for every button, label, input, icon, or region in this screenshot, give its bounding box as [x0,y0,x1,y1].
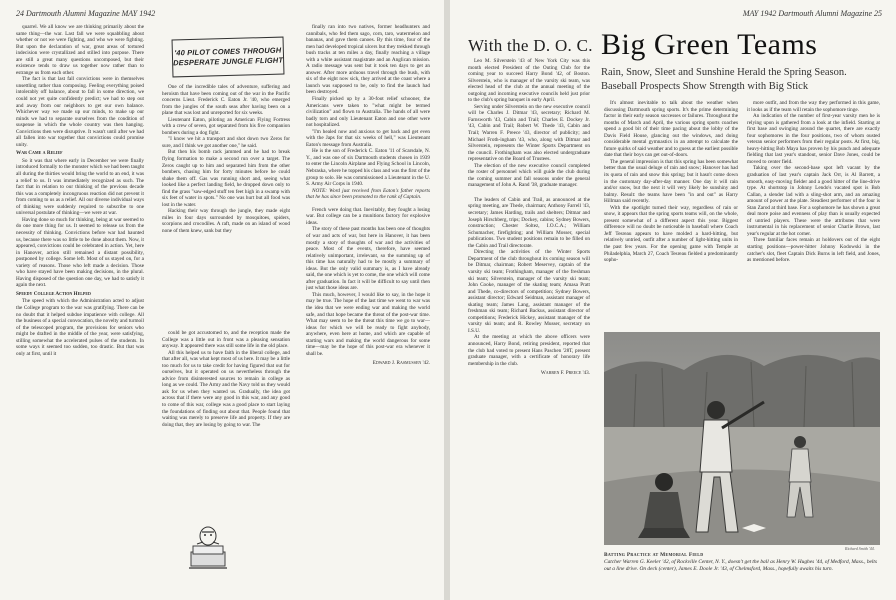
paragraph: "I know we hit a transport and shot down two Zeros for sure, and I think we got another one," he said. [162,136,290,149]
caption-text: Catcher Warren G. Keeler '42, of Rockville Center, N. Y., doesn't get the ball as Henry W. Hughes '44, of Medford, Mass., belts out a line drive. On deck (center), James E. Doole Jr. '43, of Chelmsford, Mass., hopefully awaits his turn. [604,558,878,572]
paragraph: The speed with which the Administration acted to adjust the College program to the war was gratifying. There can be no doubt that it helped subdue impatience with college. All the business of a special convocation, the novelty and turmoil of the telescoped program, the provisions for seniors who might be drafted in the middle of the year, were satisfying, stilling somewhat the accelerated pulses of the students. In some ways it seemed too sudden, too drastic. But that was only at first, until it [16,298,144,357]
subheading: Speedy College Action Helped [16,290,91,297]
paragraph: Directing the activities of the Winter Sports Department of the club throughout its coming season will be Ditmar, chairman; Robert Meservey, captain of the varsity ski team; Frothingham, manager of the freshman ski team; Silverstein, manager of the varsity ski team; John Cooke, manager of the skating team; Amasa Pratt and Thede, co-directors of competition; Sydney Bowers, assistant director; Edward Seidman, assistant manager of skating team; James Lang, assistant manager of the freshman ski team; Richard Backus, assistant director of competitions; Frederick Hickey, assistant manager of the varsity ski team; and R. Rowley Musser, secretary on I.S.U. [468,249,590,334]
left-page [0,0,444,600]
paragraph: quarrel. We all know we are thinking primarily about the same thing—the war. Last fall we were squabbling about whether or not we were fighting, and who we were fighting. But upon the declaration of war, great areas of tortured indecision were crystallized and stilled into purpose. There are still a great many questions uncomposed, but their existence tends to draw us together now rather than to estrange us from each other. [16,24,144,76]
paragraph: more outfit, and from the way they performed in this game, it looks as if the team will retain the sophomore tinge. [747,100,880,113]
paragraph: The election of the new executive council completed the roster of personnel which will guide the club during the coming summer and fall seasons under the general management of John A. Rand '38, graduate manager. [468,162,590,189]
paragraph: Finally picked up by a 30-foot relief schooner, the Americans were taken to "what might be termed civilization" and flown to Australia. The hands of all were badly torn and only Lieutenant Eaton and one other were not hospitalized. [306,96,430,129]
article-deck: Rain, Snow, Sleet and Sunshine Herald the Spring Season. Baseball Prospects Show Strength with Big Stick [601,67,847,92]
running-head-right: MAY 1942 Dartmouth Alumni Magazine 25 [742,9,882,18]
paragraph: But then his bomb rack jammed and he had to break flying formation to make a second run over a target. The Zeros caught up to him and separated him from the other bombers, chasing him for forty minutes before he could shake them off. Gas was running short and, seeing what looked like a perfect landing field, he dropped down only to find the grass "saw-edged stuff ten feet high in a swamp with six feet of water in spots." No one was hurt but all food was lost in the water. [162,149,290,208]
paragraph: The leaders of Cabin and Trail, as announced at the spring meeting, are Thede, chairman; Anthony Farrell '43, secretary; James Harding, trails and shelters; Ditmar and Joseph Hirschberg, trips; Dockey, cabins; Sydney Bowers, construction; Chester Soltez, I.O.C.A.; William Schumacher, firefighting; and William Mosser, special publications. Two student positions remain to be filled on the Cabin and Trail directorate. [468,196,590,249]
paragraph: He is the son of Frederick C. Eaton '11 of Scarsdale, N. Y., and was one of six Dartmouth students chosen in 1939 to enter the Lincoln Airplane and Flying School in Lincoln, Nebraska, where he topped his class and was the first of the group to solo. He was commissioned a Lieutenant in the U. S. Army Air Corps in 1940. [306,148,430,188]
bookworm-illustration [185,522,231,572]
doc-column [468,58,590,594]
essay-column-1 [16,24,144,594]
paragraph: Leo M. Silverstein '43 of New York City was this month elected President of the Outing Club for the coming year to succeed Harry Bond '42, of Boston. Silverstein, who is manager of the varsity ski team, was elected head of the club at the annual meeting of the outgoing and incoming executive councils held just prior to the club's spring banquet in early April. [468,58,590,104]
paragraph: Serving under Silverstein on the new executive council will be Charles J. Ditmar '43, secretary; Richard M. Farnsworth '43, Cabin and Trail; Charles E. Dockey Jr. '43, Cabin and Trail; Robert W. Thede '43, Cabin and Trail; Warren F. Preece '43, director of publicity; and Michael Froth-ingham '43, who, along with Ditmar and Silverstein, represents the Winter Sports Department on the council. Frothingham was also elected undergraduate representative on the Board of Trustees. [468,103,590,163]
paragraph: So it was that where early in December we were finally introduced formally to the monster which we had been taught all during the thirties would bring the world to an end, it was a relief to us. It was immediately recognized as such. The fact that in relation to our thinking of the previous decade this was a completely incongruous reaction did not prevent it from coming to us as a relief. All our diverse individual ways of thinking were suddenly required to subscribe to one universal postulate of thinking—we were at war. [16,157,144,217]
paragraph: It's almost inevitable to talk about the weather when discussing Dartmouth spring sports. It's the prime determining factor in their early season successes or failures. Throughout the months of March and April, the various spring sports coaches spend a good bit of their time pacing about the lobby of the Davis Field House, glancing out the windows, and doing considerable mental gymnastics in an attempt to calculate the future quirks of said weather and to guess at the earliest possible date that their boys can get out-of-doors. [604,100,738,159]
article-title: Big Green Teams [601,28,818,61]
paragraph: Taking over the second-base spot left vacant by the graduation of last year's captain Jack Orr, is Al Barrett, a smooth, easy-moving fielder and a good hitter of the line-drive type. At shortstop in Johnny Lendo's vacated spot is Bob Callan, a slender lad with a sling-shot arm, and an amazing amount of power at the plate. Steadiest performer of the four is Stan Zarod at third base. For a sophomore he has shown a great deal more poise and evenness of play than is usually expected of untried players. These were the attributes that were instrumental in his replacement of senior Charlie Brown, last year's regular at the hot corner. [747,165,880,237]
teams-column-2 [747,100,880,326]
photo-caption [604,552,880,572]
pilot-story-title-line1: '40 PILOT COMES THROUGH [174,45,282,58]
caption-title: Batting Practice at Memorial Field [604,552,704,558]
author-signature: Warren F. Preece '43. [540,370,590,377]
pilot-story-title-line2: DESPERATE JUNGLE FLIGHT [173,55,284,68]
paragraph: This much, however, I would like to say, in the hope it may be true. The hope of the last time we went to war was the idea that we were ending war and making the world safe, and that hope became the threat of the post-war time. What may seem to be the threat this time we go to war—ideas for which we will be ready to fight anybody, anywhere, even here at home, and which are capable of starting wars and making the world dangerous for some time—may be the hope of this post-war era whenever it shall be. [306,291,430,357]
paragraph: The general impression is that this spring has been somewhat better than the usual deluge of rain and snow; Hanover has had its quota of rain and snow this spring; but it hasn't come down in the customary day-after-day manner. One day it will rain and/or snow, but the next it will very likely be sunshiny and balmy. Result: the teams have been "in and out" as Harry Hillman said recently. [604,158,738,205]
photo-credit: Richard Smith '44. [845,546,875,551]
paragraph: The story of these past months has been one of thoughts of war and acts of war, but here in Hanover, it has been mostly a story of thoughts of war and the activities of peace. Most of the events, therefore, have seemed relatively unimportant, irrelevant, so the summing up of this time has naturally had to be mostly a summary of ideas. But the only valid summary is, as I have already said, the one which is yet to come, the one which will come after graduation. In fact it will be difficult to say until then just what those ideas are. [306,226,430,292]
paragraph: All this helped us to have faith in the liberal college, and that after all, was what kept most of us here. It may be a little too much for us to take credit for having figured that out for ourselves, but it operated on us nevertheless through the advice from disinterested sources to remain in college as long as we could. The Army and the Navy told us they would ask for us when they wanted us. Gradually, the idea got across that if there were any good in this war, and any good to come of this war, college was a good place to start laying the foundations of finding out about that. People found that waiting was merely to preserve life and property. If they are doing that, they are losing by going to war. The [162,349,290,428]
pilot-story-column-2 [306,24,430,594]
paragraph: finally ran into two natives, former headhunters and cannibals, who fed them sago, corn, taro, watermelon and bananas, and gave them canoes. By this time, four of the men had developed tropical ulcers but they trekked through bush tracks at ten miles a day, finally reaching a village with a white assistant magistrate and an Anglican mission. A radio message was sent but it took ten days to get an answer. After more arduous travel through the bush, with six of the eight now sick, they arrived at the coast where a launch was supposed to be, only to find the launch had been destroyed. [306,24,430,96]
teams-column-1 [604,100,738,326]
paragraph: Having done so much for thinking, being at war seemed to do one more thing for us. It seemed to release us from the necessity of thinking. Convictions before war had haunted us, because there was so little to be done about them. Now, it appeared, convictions could be celebrated in action. Yet, here in Hanover, action still remained a distant possibility, postponed by college. Some left. Most of us stayed on, for a variety of reasons. Those who left made a decision. Those who have stayed have been making decisions, in the plural. Having disposed of the question one day, we had to satisfy it again the next. [16,216,144,289]
paragraph: One of the incredible tales of adventure, suffering and heroism that have been coming out of the war in the Pacific concerns Lieut. Frederick C. Eaton Jr. '40, who emerged from the jungles of the south seas after having been on a plane that was lost and unreported for six weeks. [162,84,290,117]
paragraph: could be got accustomed to, and the reception made the College was a little out in front was a pleasing sensation anyway. It appeared there was still some life in the old place. [162,330,290,350]
paragraph: Hacking their way through the jungle, they made eight miles in four days surrounded by mosquitoes, spiders, scorpions and crocodiles. A raft, made on an island of wood none of them knew, sank but they [162,208,290,235]
paragraph: Lieutenant Eaton, piloting an American Flying Fortress with a crew of seven, got separated from his five companion bombers during a dog fight. [162,116,290,136]
pilot-story-column-1 [162,84,290,314]
batting-practice-photo [604,332,880,545]
paragraph: French were doing that. Inevitably, they fought a losing war. But college can be a munitions factory for explosive ideas. [306,206,430,226]
running-head-left: 24 Dartmouth Alumni Magazine MAY 1942 [16,9,156,18]
subheading: War Came a Relief [16,150,63,157]
author-signature: Edward J. Rasmussen '42. [372,360,430,367]
paragraph: An indication of the number of first-year varsity men he is relying upon is gathered from a look at the infield. Starting at first base and swinging around the quartet, there are exactly four sophomores in the four positions, two of whom ousted veteran senior performers from their regular posts. At first, big, heavy-hitting Bob Maya has proven by his punch and adequate fielding that last year's standout, senior Dave Jones, could be moved to center field. [747,113,880,165]
paragraph: The fact is that last fall convictions were in themselves unsettling rather than composing. Feeling everything poised intolerably off balance, about to fall in some direction, we could not yet quite confidently predict; we had to step out and away from our neighbors to get our own balance. Whichever way we made up our minds, to make up our minds we had to separate ourselves from the condition of suspense in which the whole country was then hanging. Convictions then were disruptive. It wasn't until after we had all fallen into war together that convictions could promise unity. [16,76,144,148]
right-page [450,0,896,600]
pilot-story-title-box [172,37,285,78]
essay-column-2 [162,330,290,518]
paragraph: Three familiar faces remain at holdovers out of the eight starting positions—power-hitter Johnny Kodowski in the catcher's slot, fleet Captain Dick Burns in left field, and Jones, as mentioned before. [747,237,880,264]
doc-section-heading: With the D. O. C. [468,36,593,55]
paragraph: "I'm healed now and anxious to get back and get even with the Japs for that six weeks of hell," was Lieutenant Eaton's message from Australia. [306,128,430,148]
paragraph: With the spotlight turned their way, regardless of rain or snow, it appears that the spring sports teams will, on the whole, present somewhat of a different aspect this year. Biggest difference will no doubt be noticeable in baseball where Coach Jeff Tesreau appears to have molded a hard-hitting, but relatively untried, outfit after a number of light-hitting units in the past few years. For the opening game with Temple at Philadelphia, March 27, Coach Tesreau fielded a predominantly sopho- [604,204,738,264]
editor-note: NOTE: Word just received from Eaton's father reports that he has since been promoted to the rank of Captain. [306,187,430,201]
paragraph: At the meeting at which the above officers were announced, Harry Bond, retiring president, reported that the club had voted to present Hans Paschen '28T, present graduate manager, with a certificate of honorary life membership in the club. [468,334,590,367]
